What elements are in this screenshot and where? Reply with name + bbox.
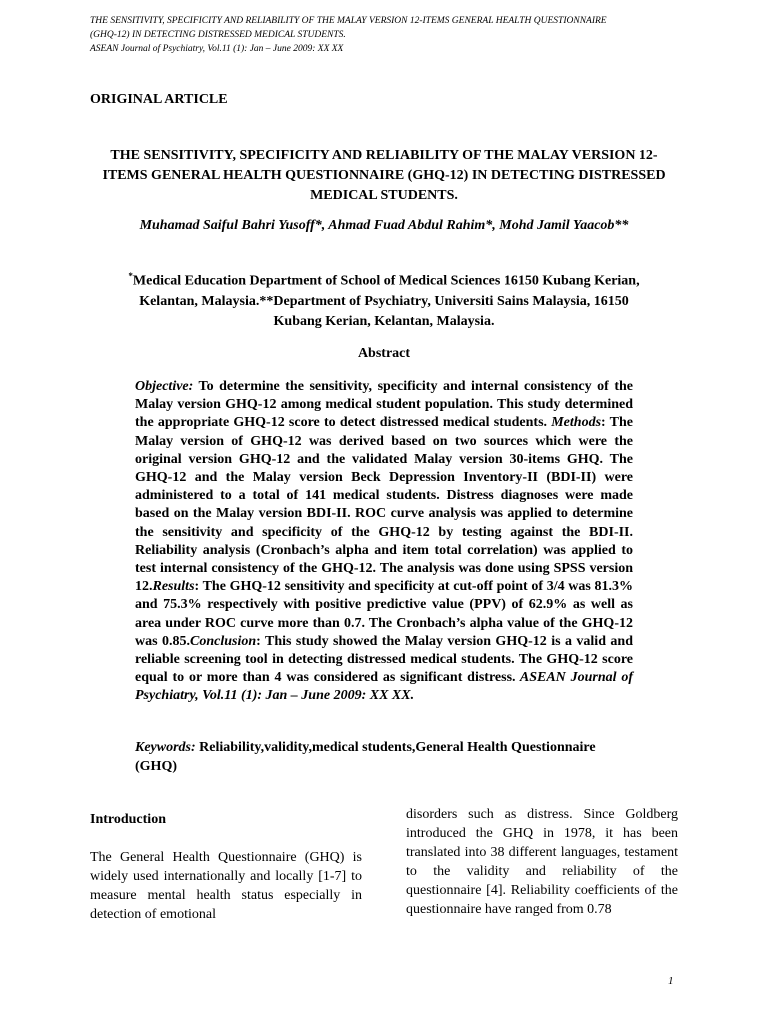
methods-label: Methods [551,415,602,431]
affiliation-marker: * [128,271,133,281]
conclusion-text: : This study showed the Malay version GHQ-12 is a valid and reliable screening tool in detecting distressed medical students. The GHQ-12 score equal to or more than 4 was considered as significant distress. [135,633,633,686]
affiliation [120,266,648,332]
abstract-citation: ASEAN Journal of Psychiatry, Vol.11 (1): Jan – June 2009: XX XX. [135,670,633,704]
section-label: ORIGINAL ARTICLE [90,92,228,107]
page-number: 1 [668,975,674,987]
introduction-paragraph-left: The General Health Questionnaire (GHQ) is widely used internationally and locally [1-7] to measure mental health status especially in detection of emotional [90,850,362,922]
keywords [135,738,633,776]
author-list: Muhamad Saiful Bahri Yusoff*, Ahmad Fuad Abdul Rahim*, Mohd Jamil Yaacob** [139,218,629,233]
article-title: THE SENSITIVITY, SPECIFICITY AND RELIABILITY OF THE MALAY VERSION 12-ITEMS GENERAL HEALTH QUESTIONNAIRE (GHQ-12) IN DETECTING DISTRESSED MEDICAL STUDENTS. [102,148,666,203]
conclusion-label: Conclusion [190,633,257,649]
methods-text: : The Malay version of GHQ-12 was derived based on two sources which were the original version GHQ-12 and the validated Malay version 30-items GHQ. The GHQ-12 and the Malay version Beck Depression Inventory-II (BDI-II) were administered to a total of 141 medical students. Distress diagnoses were made based on the Malay version BDI-II. ROC curve analysis was applied to determine the sensitivity and specificity of the GHQ-12 by testing against the BDI-II. Reliability analysis (Cronbach’s alpha and item total correlation) was applied to test internal consistency of the GHQ-12. The analysis was done using SPSS version 12. [135,415,633,595]
abstract-body [135,378,633,706]
body-column-left [90,804,362,924]
objective-label: Objective: [135,379,194,394]
running-header-title-line2: (GHQ-12) IN DETECTING DISTRESSED MEDICAL STUDENTS. [90,30,346,40]
body-column-right [406,805,678,919]
introduction-paragraph-right: disorders such as distress. Since Goldberg introduced the GHQ in 1978, it has been translated into 38 different languages, testament to the validity and reliability of the questionnaire [4]. Reliability coefficients of the questionnaire have ranged from 0.78 [406,807,678,917]
introduction-heading: Introduction [90,812,166,827]
running-header [90,14,710,56]
affiliation-text: Medical Education Department of School of Medical Sciences 16150 Kubang Kerian, Kelantan, Malaysia.**Department of Psychiatry, Universiti Sains Malaysia, 16150 Kubang Kerian, Kelantan, Malaysia. [132,273,640,329]
abstract-heading: Abstract [357,346,411,361]
running-header-title-line1: THE SENSITIVITY, SPECIFICITY AND RELIABILITY OF THE MALAY VERSION 12-ITEMS GENERAL HEALTH QUESTIONNAIRE [90,16,607,26]
keywords-text: Reliability,validity,medical students,General Health Questionnaire (GHQ) [135,740,596,774]
results-label: Results [152,579,195,595]
results-text: : The GHQ-12 sensitivity and specificity at cut-off point of 3/4 was 81.3% and 75.3% respectively with positive predictive value (PPV) of 62.9% as well as area under ROC curve more than 0.7. The Cronbach’s alpha value of the GHQ-12 was 0.85. [135,579,633,649]
objective-text: To determine the sensitivity, specificity and internal consistency of the Malay version GHQ-12 among medical student population. This study determined the appropriate GHQ-12 score to detect distressed medical students. [135,379,633,431]
keywords-label: Keywords: [135,740,196,755]
running-header-citation: ASEAN Journal of Psychiatry, Vol.11 (1): Jan – June 2009: XX XX [90,44,344,54]
